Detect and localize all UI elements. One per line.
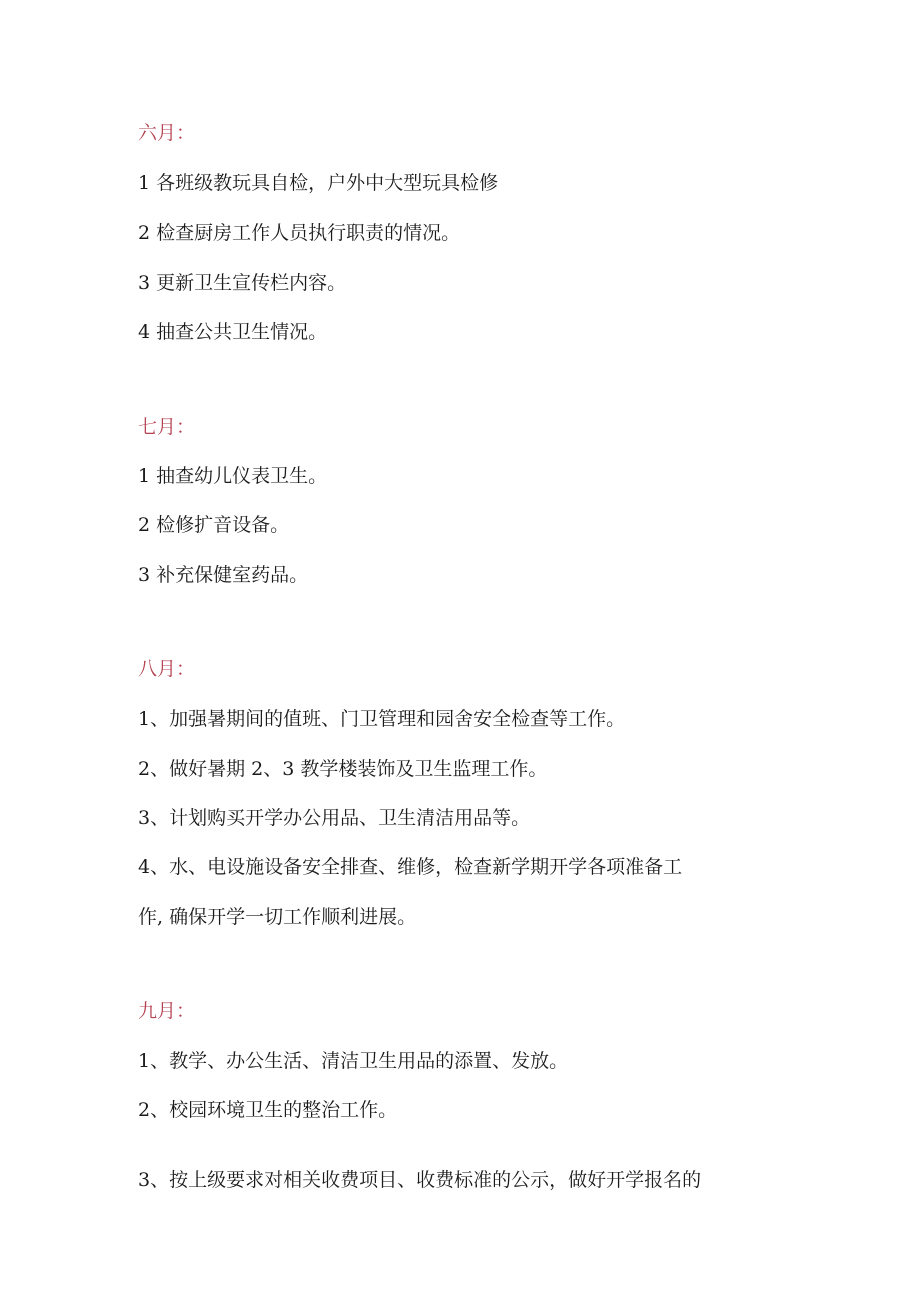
september-item-2: 2、校园环境卫生的整治工作。 bbox=[138, 1099, 398, 1121]
june-item-1: 1 各班级教玩具自检，户外中大型玩具检修 bbox=[138, 172, 499, 194]
july-item-3: 3 补充保健室药品。 bbox=[138, 564, 309, 586]
august-item-2: 2、做好暑期 2、3 教学楼装饰及卫生监理工作。 bbox=[138, 758, 548, 780]
august-item-4-continued: 作, 确保开学一切工作顺利进展。 bbox=[138, 906, 417, 928]
july-item-1: 1 抽查幼儿仪表卫生。 bbox=[138, 465, 328, 487]
september-item-1: 1、教学、办公生活、清洁卫生用品的添置、发放。 bbox=[138, 1050, 569, 1072]
august-item-1: 1、加强暑期间的值班、门卫管理和园舍安全检查等工作。 bbox=[138, 708, 626, 730]
august-item-4: 4、水、电设施设备安全排查、维修，检查新学期开学各项准备工 bbox=[138, 856, 683, 878]
section-heading-august: 八月： bbox=[138, 658, 196, 680]
section-heading-september: 九月： bbox=[138, 1000, 196, 1022]
section-heading-july: 七月： bbox=[138, 416, 196, 438]
september-item-3: 3、按上级要求对相关收费项目、收费标准的公示，做好开学报名的 bbox=[138, 1169, 702, 1191]
july-item-2: 2 检修扩音设备。 bbox=[138, 514, 290, 536]
june-item-2: 2 检查厨房工作人员执行职责的情况。 bbox=[138, 222, 461, 244]
august-item-3: 3、计划购买开学办公用品、卫生清洁用品等。 bbox=[138, 807, 531, 829]
june-item-4: 4 抽查公共卫生情况。 bbox=[138, 321, 328, 343]
section-heading-june: 六月： bbox=[138, 122, 196, 144]
june-item-3: 3 更新卫生宣传栏内容。 bbox=[138, 272, 347, 294]
